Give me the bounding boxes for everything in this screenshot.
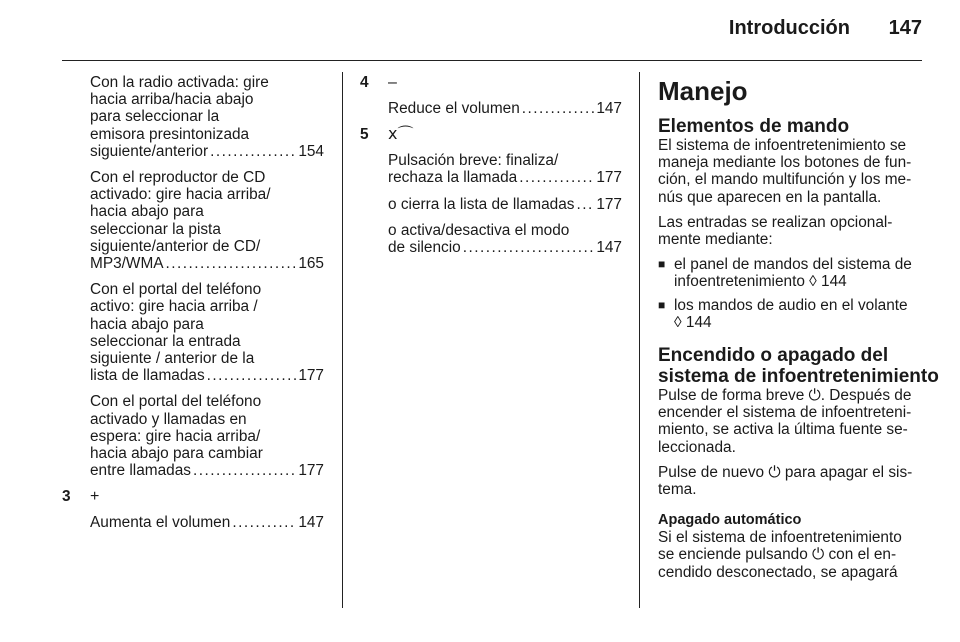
toc-entry xyxy=(360,152,622,186)
entry-text: siguiente/anterior xyxy=(90,142,209,160)
column-divider-2 xyxy=(639,72,640,608)
entry-line: hacia arriba/hacia abajo xyxy=(90,91,254,109)
entry-text: de silencio xyxy=(388,239,461,257)
toc-line xyxy=(90,367,324,384)
entry-line: hacia abajo para xyxy=(90,203,204,221)
subheading-controls: Elementos de mando xyxy=(658,116,850,137)
column-2 xyxy=(360,74,622,265)
entry-text: o cierra la lista de llamadas xyxy=(388,195,575,213)
paragraph-5 xyxy=(658,529,924,581)
entry-text: rechaza la llamada xyxy=(388,169,518,187)
entry-line: espera: gire hacia arriba/ xyxy=(90,427,261,445)
entry-line: emisora presintonizada xyxy=(90,125,250,143)
toc-line xyxy=(90,143,324,160)
entry-line: Pulsación breve: finaliza/ xyxy=(388,152,559,170)
item-number: 5 xyxy=(360,126,369,144)
entry-text: entre llamadas xyxy=(90,462,191,480)
bullet-square-icon: ■ xyxy=(658,257,666,272)
mute-hangup-symbol: ⅹ⌒ xyxy=(388,126,414,144)
text-line: leccionada. xyxy=(658,438,736,456)
page-number: 147 xyxy=(888,17,922,39)
entry-line: Con el portal del teléfono xyxy=(90,281,262,299)
toc-entry xyxy=(62,169,324,272)
page-ref: 147 xyxy=(596,100,622,117)
column-divider-1 xyxy=(342,72,343,608)
text-line: ción, el mando multifunción y los me- xyxy=(658,171,912,189)
entry-line: o activa/desactiva el modo xyxy=(388,221,570,239)
page-ref: 165 xyxy=(298,255,324,273)
item-4 xyxy=(360,74,622,92)
entry-text: Aumenta el volumen xyxy=(90,514,231,532)
page-ref: 177 xyxy=(596,195,622,213)
text-line: Encendido o apagado del xyxy=(658,345,889,367)
bullet-line: ◊ 144 xyxy=(674,313,712,331)
entry-line: para seleccionar la xyxy=(90,108,220,126)
item-number: 4 xyxy=(360,74,369,91)
text-line: maneja mediante los botones de fun- xyxy=(658,154,912,172)
entry-text: MP3/WMA xyxy=(90,255,164,273)
text-line: Pulse de nuevo ⏻ para apagar el sis- xyxy=(658,463,913,481)
page-ref: 147 xyxy=(298,514,324,532)
toc-line xyxy=(90,255,324,272)
minus-symbol: – xyxy=(388,74,397,91)
toc-entry xyxy=(62,393,324,479)
toc-line xyxy=(388,196,622,213)
item-3 xyxy=(62,488,324,506)
text-line: El sistema de infoentretenimiento se xyxy=(658,137,907,154)
entry-text: Reduce el volumen xyxy=(388,100,520,117)
paragraph-1 xyxy=(658,137,924,206)
subheading-auto-off: Apagado automático xyxy=(658,512,802,529)
col1-entries xyxy=(62,74,324,479)
entry-line: hacia abajo para cambiar xyxy=(90,445,263,463)
page-ref: 177 xyxy=(596,169,622,187)
bullet-item xyxy=(658,256,924,290)
paragraph-3 xyxy=(658,387,924,456)
text-line: Si el sistema de infoentretenimiento xyxy=(658,529,902,547)
bullet-line: infoentretenimiento ◊ 144 xyxy=(674,273,847,291)
entry-line: seleccionar la entrada xyxy=(90,332,241,350)
toc-entry xyxy=(360,222,622,256)
entry-line: Con el reproductor de CD xyxy=(90,169,266,187)
column-3 xyxy=(658,74,939,589)
entry-line: activo: gire hacia arriba / xyxy=(90,298,258,316)
text-line: Pulse de forma breve ⏻. Después de xyxy=(658,387,912,405)
toc-line xyxy=(388,169,622,186)
text-line: nús que aparecen en la pantalla. xyxy=(658,188,882,206)
text-line: mente mediante: xyxy=(658,231,773,249)
text-line: se enciende pulsando ⏻ con el en- xyxy=(658,546,897,564)
section-heading: Manejo xyxy=(658,76,748,106)
entry-line: siguiente/anterior de CD/ xyxy=(90,237,261,255)
entry-line: seleccionar la pista xyxy=(90,220,221,238)
text-line: tema. xyxy=(658,481,697,499)
entry-line: activado y llamadas en xyxy=(90,410,247,428)
subheading-power xyxy=(658,345,939,388)
toc-entry xyxy=(62,281,324,384)
toc-entry xyxy=(360,196,622,213)
item-4-entry xyxy=(360,100,622,117)
bullet-item xyxy=(658,297,924,331)
page-ref: 177 xyxy=(298,367,324,385)
text-line: encender el sistema de infoentreteni- xyxy=(658,404,912,422)
entry-line: Con el portal del teléfono xyxy=(90,393,262,411)
chapter-title: Introducción xyxy=(728,17,850,39)
toc-line xyxy=(388,239,622,256)
toc-line xyxy=(388,100,622,117)
plus-symbol: + xyxy=(90,488,100,506)
bullet-line: los mandos de audio en el volante xyxy=(674,296,908,314)
entry-line: Con la radio activada: gire xyxy=(90,74,269,91)
bullet-list xyxy=(658,256,924,331)
text-line: sistema de infoentretenimiento xyxy=(658,366,939,388)
item-number: 3 xyxy=(62,488,71,506)
text-line: miento, se activa la última fuente se- xyxy=(658,421,908,439)
column-1 xyxy=(62,74,324,541)
text-line: Las entradas se realizan opcional- xyxy=(658,213,893,231)
entry-line: activado: gire hacia arriba/ xyxy=(90,186,271,204)
page-ref: 154 xyxy=(298,142,324,160)
item-5 xyxy=(360,126,622,144)
toc-entry xyxy=(62,74,324,160)
item-5-entries xyxy=(360,152,622,256)
paragraph-4 xyxy=(658,464,924,498)
page-ref: 147 xyxy=(596,239,622,257)
paragraph-2 xyxy=(658,214,924,248)
item-3-entry xyxy=(62,514,324,531)
entry-line: siguiente / anterior de la xyxy=(90,350,255,368)
entry-line: hacia abajo para xyxy=(90,315,204,333)
header-divider xyxy=(62,60,922,61)
text-line: cendido desconectado, se apagará xyxy=(658,563,898,581)
bullet-line: el panel de mandos del sistema de xyxy=(674,256,912,274)
bullet-square-icon: ■ xyxy=(658,297,666,312)
toc-line xyxy=(90,462,324,479)
toc-line xyxy=(90,514,324,531)
page-ref: 177 xyxy=(298,462,324,480)
entry-text: lista de llamadas xyxy=(90,367,205,385)
